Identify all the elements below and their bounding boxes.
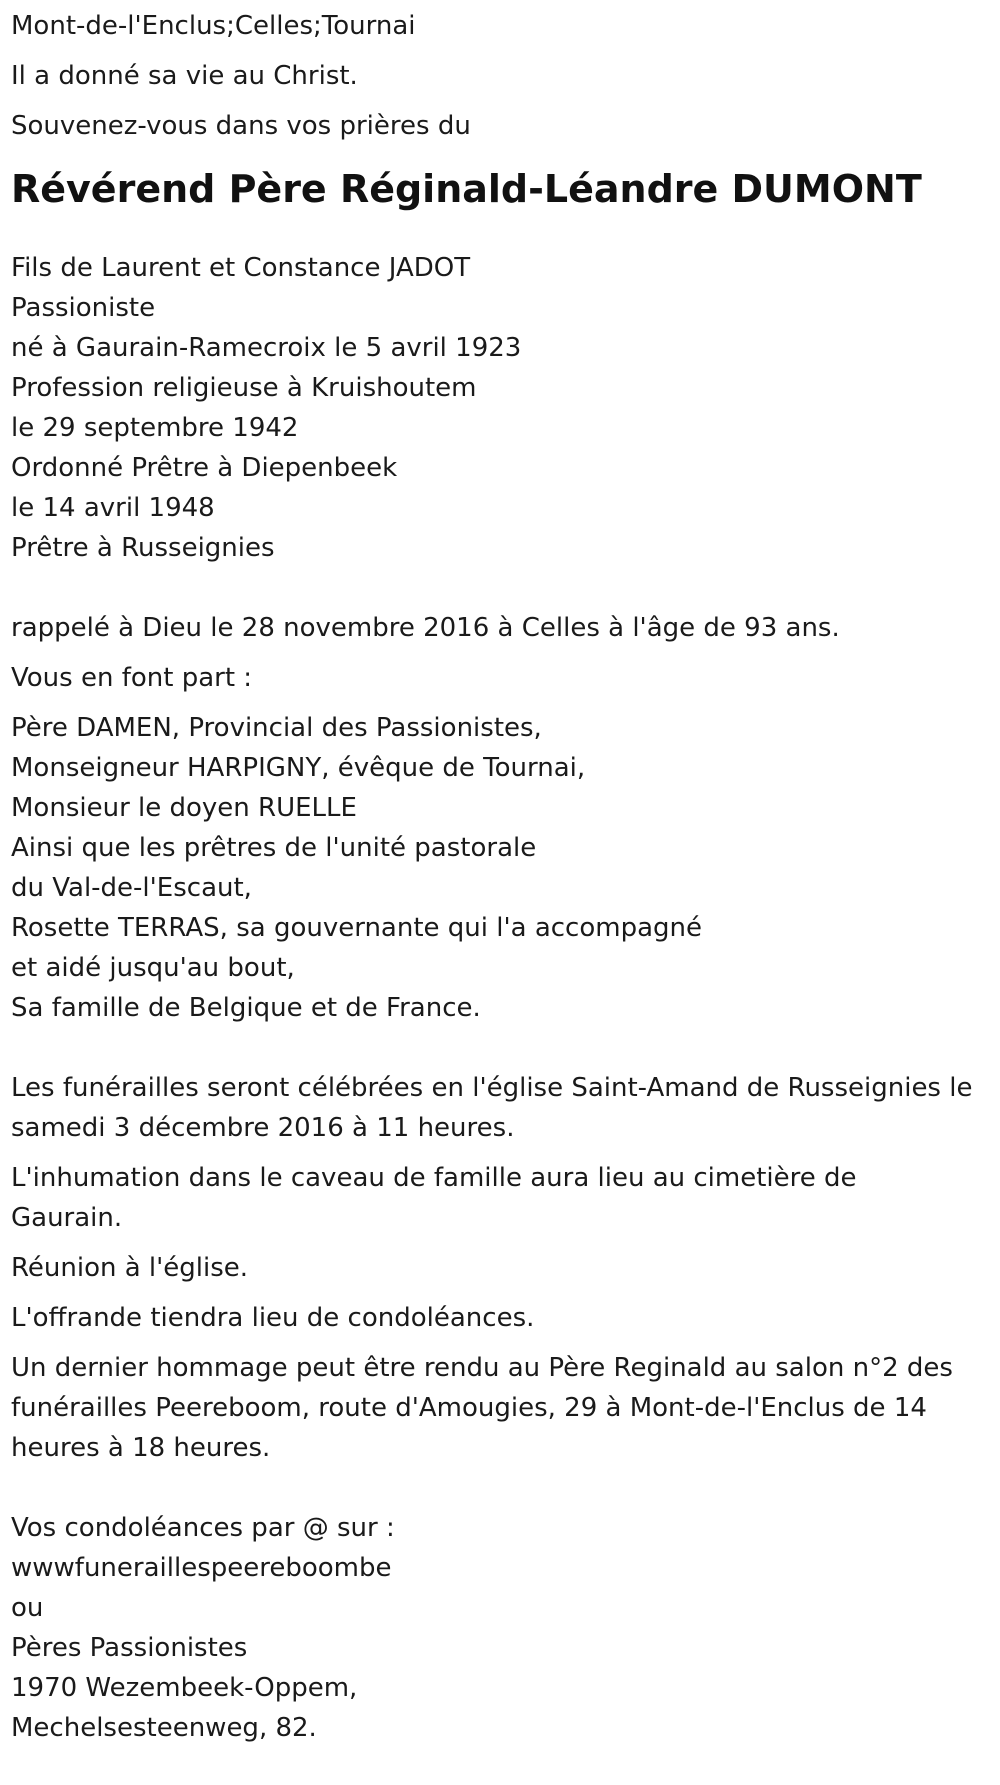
condolences-line: Vos condoléances par @ sur :: [11, 1513, 395, 1543]
ceremony-paragraph: [11, 1068, 1000, 1148]
intro-line-1: Il a donné sa vie au Christ.: [11, 61, 358, 91]
bio-line: le 29 septembre 1942: [11, 413, 299, 443]
tribute-line: heures à 18 heures.: [11, 1433, 271, 1463]
spacer: [11, 1468, 1000, 1508]
spacer: [11, 1028, 1000, 1068]
offering-paragraph: L'offrande tiendra lieu de condoléances.: [11, 1303, 535, 1333]
burial-line: Gaurain.: [11, 1203, 123, 1233]
condolences-line: 1970 Wezembeek-Oppem,: [11, 1673, 358, 1703]
tribute-line: Un dernier hommage peut être rendu au Père Reginald au salon n°2 des: [11, 1353, 953, 1383]
family-line: Ainsi que les prêtres de l'unité pastorale: [11, 833, 537, 863]
family-line: du Val-de-l'Escaut,: [11, 873, 252, 903]
condolences-website[interactable]: wwwfuneraillespeereboombe: [11, 1553, 392, 1583]
ceremony-line: Les funérailles seront célébrées en l'église Saint-Amand de Russeignies le: [11, 1073, 973, 1103]
burial-paragraph: [11, 1158, 1000, 1238]
biography-block: [11, 248, 1000, 568]
intro-line-2: Souvenez-vous dans vos prières du: [11, 111, 471, 141]
family-line: Monseigneur HARPIGNY, évêque de Tournai,: [11, 753, 586, 783]
bio-line: le 14 avril 1948: [11, 493, 215, 523]
bio-line: Fils de Laurent et Constance JADOT: [11, 253, 471, 283]
condolences-block: [11, 1508, 1000, 1748]
page-title: Révérend Père Réginald-Léandre DUMONT: [11, 167, 922, 211]
meeting-paragraph: Réunion à l'église.: [11, 1253, 249, 1283]
bio-line: Passioniste: [11, 293, 156, 323]
bio-line: Prêtre à Russeignies: [11, 533, 275, 563]
announce-intro: Vous en font part :: [11, 663, 253, 693]
family-line: Sa famille de Belgique et de France.: [11, 993, 481, 1023]
bio-line: Profession religieuse à Kruishoutem: [11, 373, 477, 403]
family-list: [11, 708, 1000, 1028]
ceremony-line: samedi 3 décembre 2016 à 11 heures.: [11, 1113, 515, 1143]
condolences-line: ou: [11, 1593, 44, 1623]
bio-line: Ordonné Prêtre à Diepenbeek: [11, 453, 398, 483]
tribute-paragraph: [11, 1348, 1000, 1468]
family-line: Rosette TERRAS, sa gouvernante qui l'a accompagné: [11, 913, 703, 943]
family-line: et aidé jusqu'au bout,: [11, 953, 295, 983]
spacer: [11, 568, 1000, 608]
condolences-line: Mechelsesteenweg, 82.: [11, 1713, 317, 1743]
burial-line: L'inhumation dans le caveau de famille aura lieu au cimetière de: [11, 1163, 857, 1193]
location-line: Mont-de-l'Enclus;Celles;Tournai: [11, 11, 416, 41]
family-line: Monsieur le doyen RUELLE: [11, 793, 357, 823]
death-notice: rappelé à Dieu le 28 novembre 2016 à Celles à l'âge de 93 ans.: [11, 613, 840, 643]
family-line: Père DAMEN, Provincial des Passionistes,: [11, 713, 542, 743]
tribute-line: funérailles Peereboom, route d'Amougies, 29 à Mont-de-l'Enclus de 14: [11, 1393, 927, 1423]
bio-line: né à Gaurain-Ramecroix le 5 avril 1923: [11, 333, 522, 363]
condolences-line: Pères Passionistes: [11, 1633, 248, 1663]
